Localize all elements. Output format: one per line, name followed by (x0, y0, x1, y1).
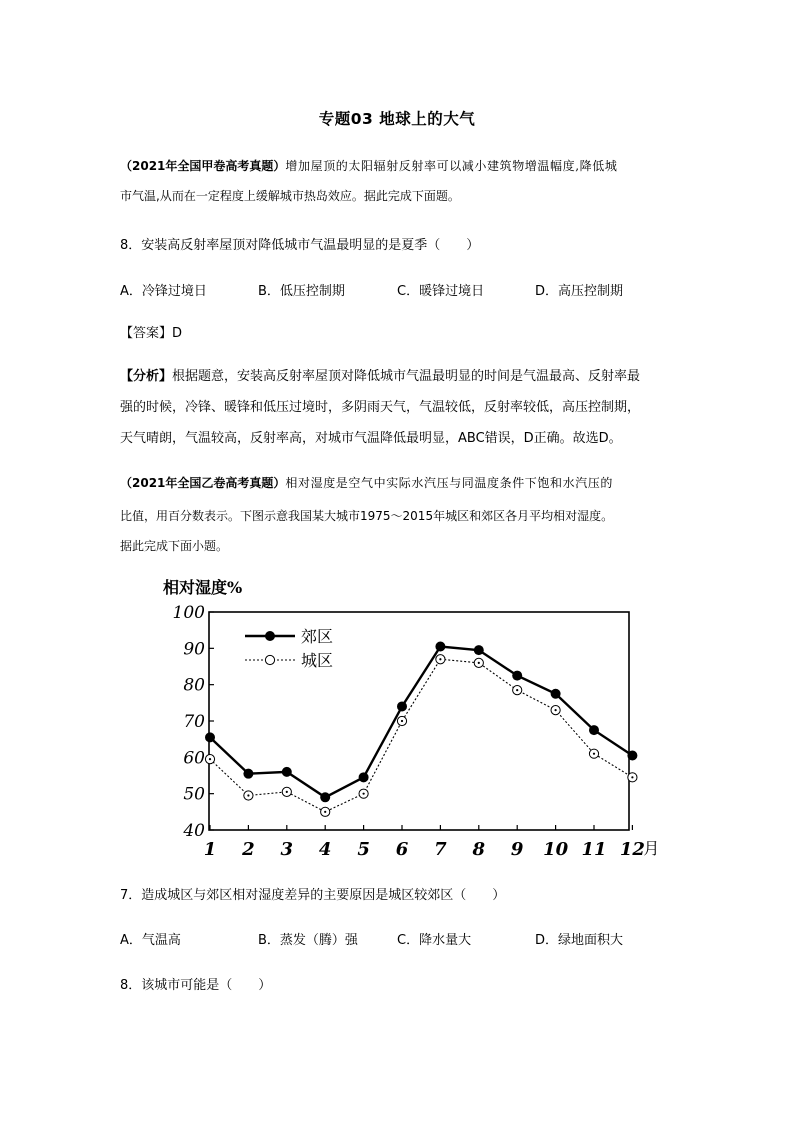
x-tick-label: 9 (510, 839, 524, 860)
passage-2-line-1 (120, 468, 613, 498)
legend-suburb-label: 郊区 (301, 627, 334, 646)
question-8a-option-a: A．冷锋过境日 (120, 284, 207, 299)
suburb-data-point (474, 645, 484, 655)
suburb-data-point (589, 725, 599, 735)
y-tick-label: 80 (183, 675, 205, 696)
x-tick-label: 11 (581, 839, 607, 860)
suburb-data-point (397, 701, 407, 711)
analysis-text-1: 根据题意，安装高反射率屋顶对降低城市气温最明显的时间是气温最高、反射率最 (172, 369, 641, 384)
suburb-data-point (243, 769, 253, 779)
series-line-urban (210, 659, 632, 812)
urban-data-point-center (401, 720, 403, 722)
question-8a-option-b: B．低压控制期 (258, 284, 345, 299)
x-axis-unit: 月 (643, 839, 660, 858)
question-7-option-a: A．气温高 (120, 933, 181, 948)
passage-1-text-1: 增加屋顶的太阳辐射反射率可以减小建筑物增温幅度,降低城 (285, 159, 618, 173)
passage-1-line-1 (120, 151, 617, 181)
series-line-suburb (210, 647, 632, 798)
urban-data-point-center (478, 662, 480, 664)
suburb-data-point (205, 732, 215, 742)
x-tick-label: 7 (434, 839, 447, 860)
suburb-data-point (282, 767, 292, 777)
y-tick-label: 90 (183, 639, 205, 660)
humidity-line-chart (160, 572, 690, 862)
passage-1-line-2: 市气温,从而在一定程度上缓解城市热岛效应。据此完成下面题。 (120, 189, 460, 203)
suburb-data-point (359, 772, 369, 782)
x-tick-label: 2 (242, 839, 255, 860)
question-8a-option-d: D．高压控制期 (535, 284, 624, 299)
suburb-data-point (551, 689, 561, 699)
y-axis-label: 相对湿度% (163, 578, 243, 597)
legend-suburb-marker (265, 631, 275, 641)
urban-data-point-center (516, 689, 518, 691)
question-8a-stem: 8．安装高反射率屋顶对降低城市气温最明显的是夏季（ ） (120, 238, 480, 253)
passage-1-source: （2021年全国甲卷高考真题） (120, 159, 286, 173)
analysis-line-3: 天气晴朗，气温较高，反射率高，对城市气温降低最明显，ABC错误，D正确。故选D。 (120, 431, 622, 446)
legend-urban-label: 城区 (301, 651, 334, 670)
urban-data-point-center (247, 794, 249, 796)
urban-data-point-center (286, 791, 288, 793)
x-tick-label: 8 (472, 839, 486, 860)
x-tick-label: 3 (280, 839, 294, 860)
analysis-line-2: 强的时候，冷锋、暖锋和低压过境时，多阴雨天气，气温较低，反射率较低，高压控制期， (120, 400, 641, 415)
plot-frame (209, 612, 629, 830)
y-tick-label: 100 (172, 603, 205, 623)
y-tick-label: 60 (183, 748, 205, 769)
urban-data-point-center (593, 753, 595, 755)
x-tick-label: 10 (543, 839, 569, 860)
question-7-stem: 7．造成城区与郊区相对湿度差异的主要原因是城区较郊区（ ） (120, 888, 506, 903)
passage-2-text-1: 相对湿度是空气中实际水汽压与同温度条件下饱和水汽压的 (285, 476, 614, 490)
x-tick-label: 4 (318, 839, 332, 860)
urban-data-point-center (209, 758, 211, 760)
x-tick-label: 12 (619, 839, 645, 860)
urban-data-point-center (555, 709, 557, 711)
question-7-option-c: C．降水量大 (397, 933, 472, 948)
question-7-option-b: B．蒸发（腾）强 (258, 933, 358, 948)
question-8b-stem: 8．该城市可能是（ ） (120, 978, 272, 993)
y-tick-label: 70 (183, 712, 205, 732)
answer-text: 【答案】D (120, 326, 183, 341)
urban-data-point-center (439, 658, 441, 660)
page-title: 专题03 地球上的大气 (318, 110, 476, 128)
suburb-data-point (320, 792, 330, 802)
x-tick-label: 6 (395, 839, 409, 860)
suburb-data-point (435, 642, 445, 652)
x-tick-label: 5 (357, 839, 370, 860)
y-tick-label: 40 (183, 821, 205, 841)
passage-2-line-3: 据此完成下面小题。 (120, 539, 229, 553)
y-tick-label: 50 (183, 784, 205, 805)
legend-urban-marker (265, 655, 274, 664)
analysis-line-1 (120, 362, 640, 392)
urban-data-point-center (631, 776, 633, 778)
passage-2-line-2: 比值，用百分数表示。下图示意我国某大城市1975～2015年城区和郊区各月平均相对湿度。 (120, 509, 614, 523)
urban-data-point-center (324, 811, 326, 813)
analysis-label: 【分析】 (120, 369, 173, 384)
suburb-data-point (627, 751, 637, 761)
x-tick-label: 1 (203, 839, 217, 860)
question-8a-option-c: C．暖锋过境日 (397, 284, 485, 299)
urban-data-point-center (363, 793, 365, 795)
passage-2-source: （2021年全国乙卷高考真题） (120, 476, 286, 490)
suburb-data-point (512, 671, 522, 681)
question-7-option-d: D．绿地面积大 (535, 933, 624, 948)
